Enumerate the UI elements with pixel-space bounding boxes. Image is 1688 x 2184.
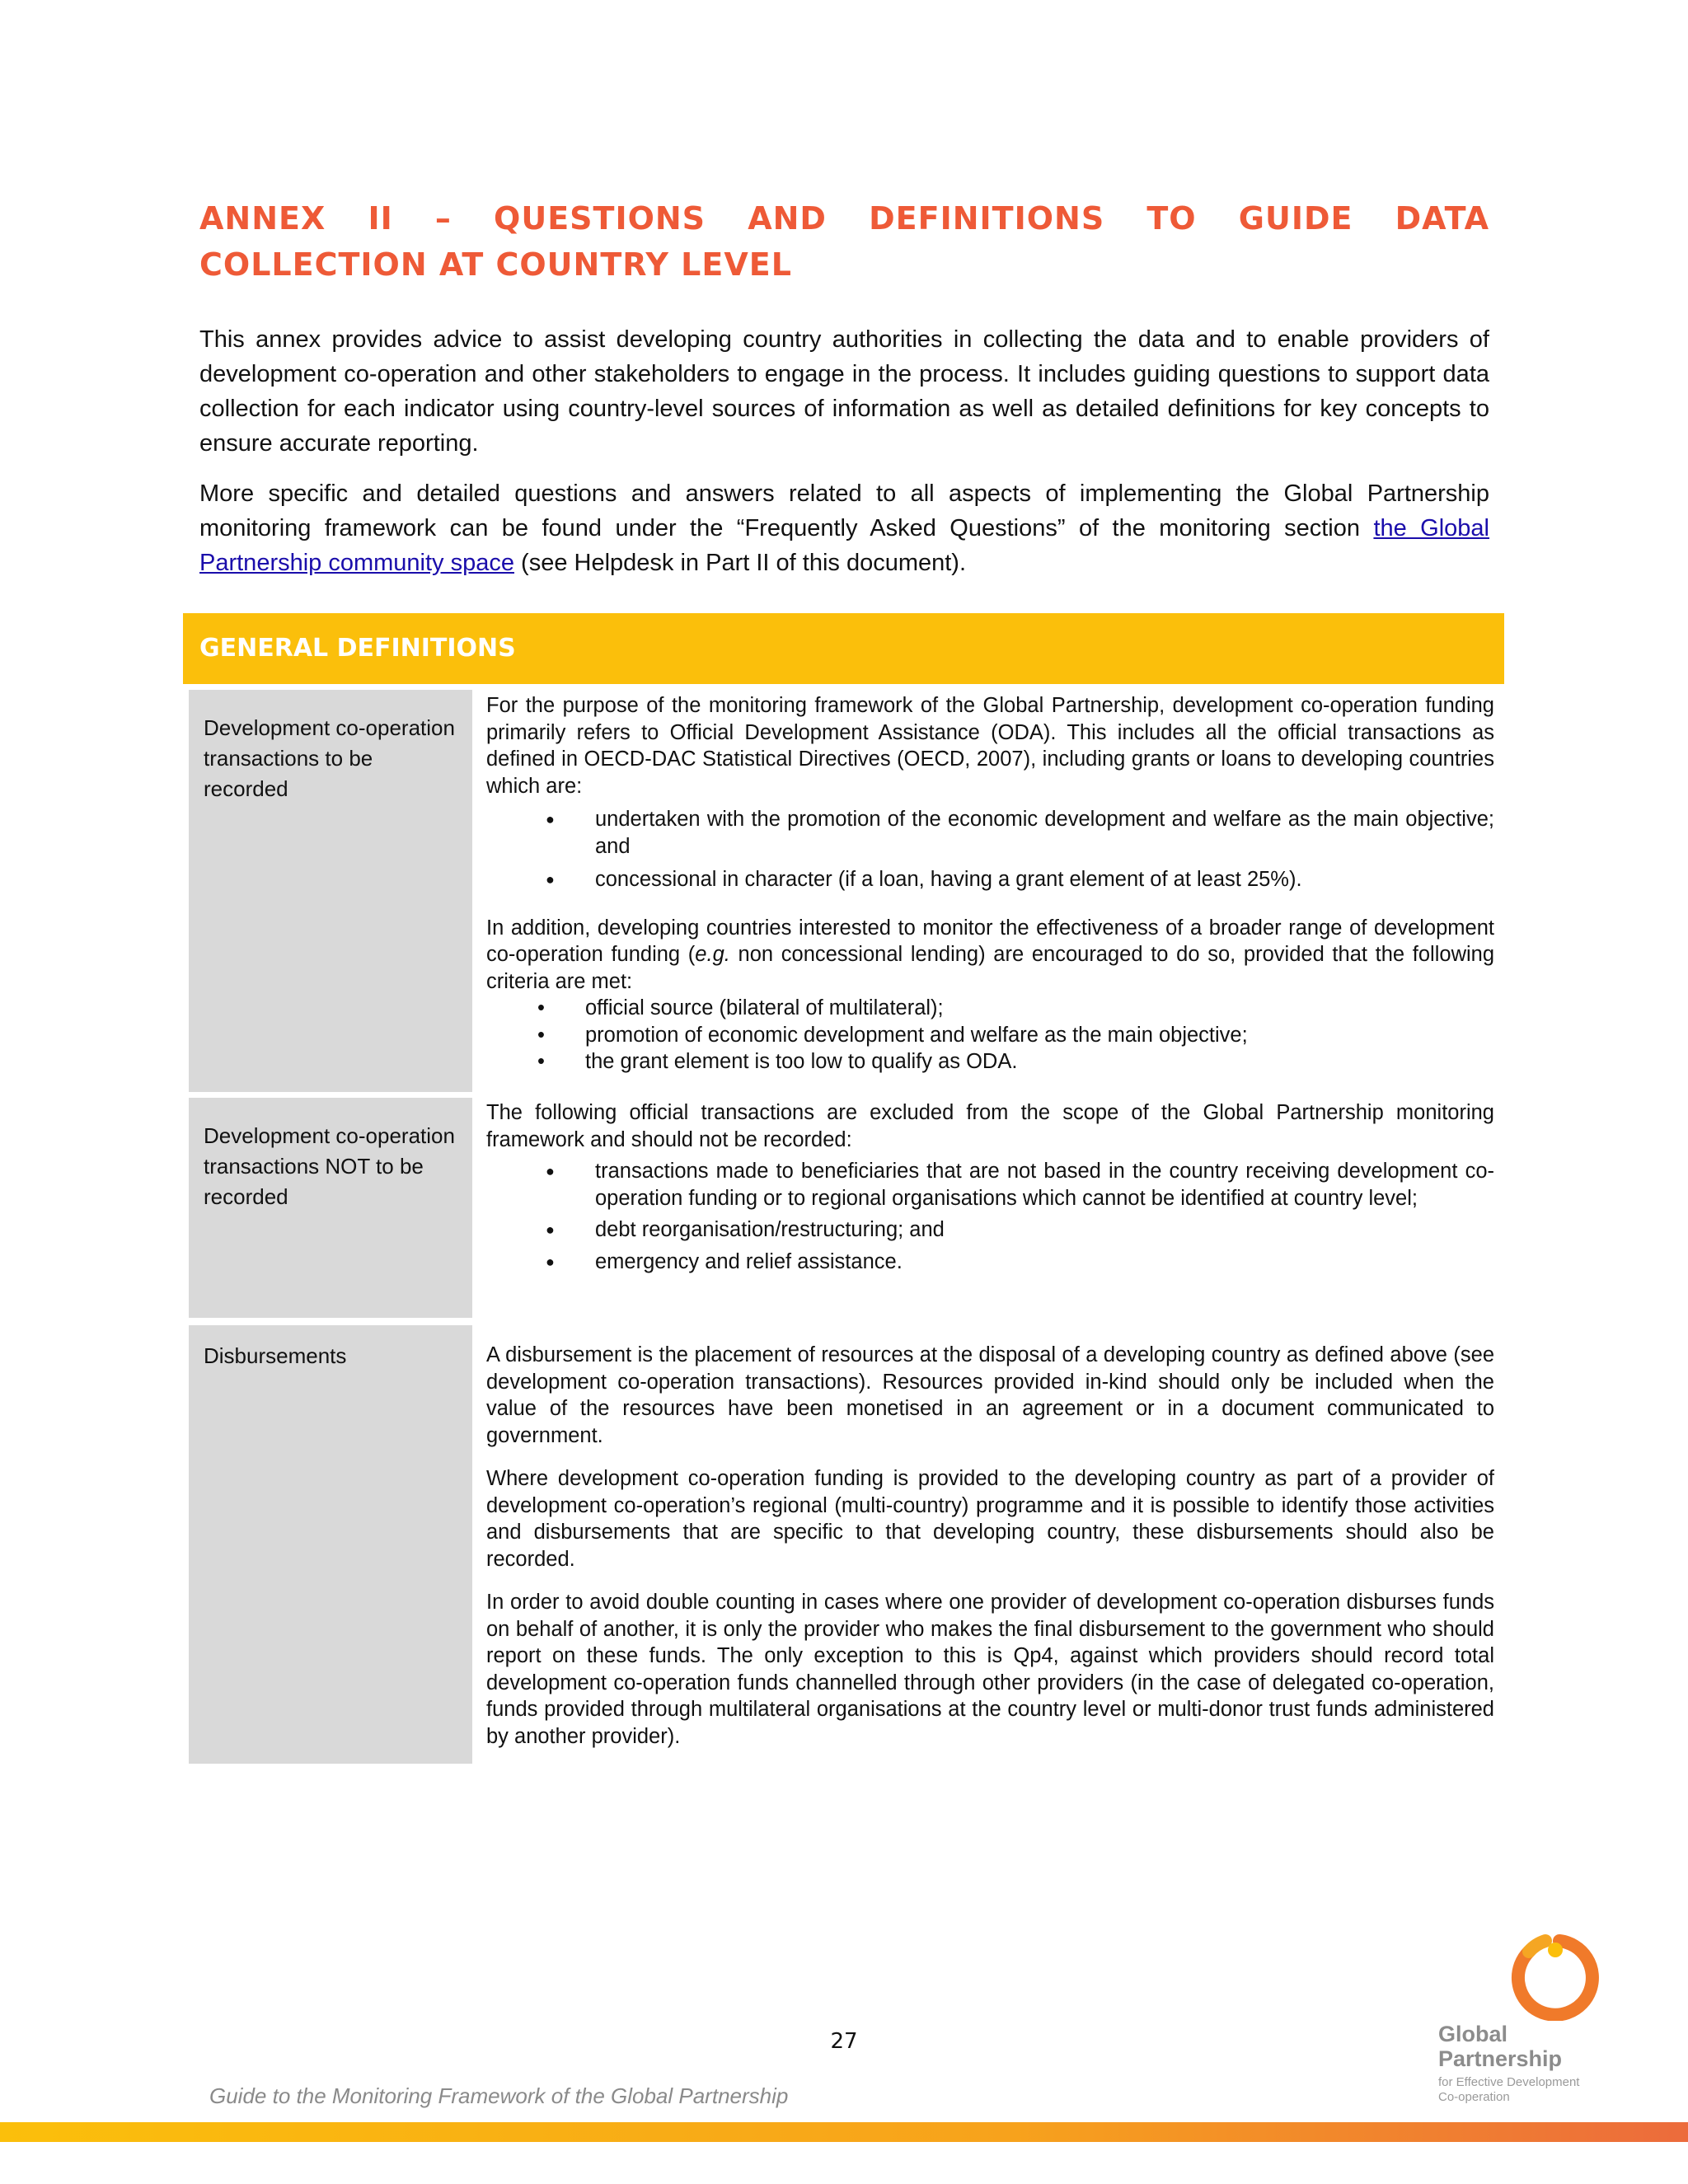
title-word: DEFINITIONS [869, 200, 1105, 237]
title-word: DATA [1395, 200, 1489, 237]
page-title [199, 195, 1489, 288]
intro-text: More specific and detailed questions and answers related to all aspects of implementing the Global Partnership monitoring framework can be found under the “Frequently Asked Questions” of the monitoring section [199, 480, 1489, 541]
list-item: ● debt reorganisation/restructuring; and [486, 1216, 1494, 1244]
definition-text [486, 915, 1494, 996]
logo-text-line: Partnership [1438, 2046, 1563, 2071]
text-emphasis: e.g. [695, 943, 730, 966]
definition-text: For the purpose of the monitoring framework of the Global Partnership, development co-operation funding primarily refers to Official Development Assistance (ODA). This includes all the official transactions as defined in OECD-DAC Statistical Directives (OECD, 2007), including grants or loans to developing countries which are: [486, 694, 1494, 798]
page-number: 27 [830, 2029, 858, 2054]
definition-term: Development co-operation transactions to be recorded [189, 690, 472, 1092]
title-word: II [368, 200, 393, 237]
title-word: QUESTIONS [494, 200, 706, 237]
definition-text: A disbursement is the placement of resources at the disposal of a developing country as defined above (see development co-operation transactions). Resources provided in-kind should only be included when the value of the resources have been monetised in an agreement or in a document communicated to government. [486, 1343, 1494, 1447]
definition-body [486, 692, 1494, 1076]
text-run: In addition, developing countries interested to monitor the effectiveness of a broader range of development co-operation funding ( [486, 916, 1494, 966]
list-item: ● transactions made to beneficiaries that are not based in the country receiving development co-operation funding or to regional organisations which cannot be identified at country level; [486, 1158, 1494, 1212]
intro-paragraph: This annex provides advice to assist developing country authorities in collecting the data and to enable providers of development co-operation and other stakeholders to engage in the process. It includes guiding questions to support data collection for each indicator using country-level sources of information as well as detailed definitions for key concepts to ensure accurate reporting. [199, 326, 1489, 457]
definition-body [486, 1342, 1494, 1750]
partnership-ring-icon [1496, 1929, 1603, 2021]
definition-text: In order to avoid double counting in cases where one provider of development co-operation disburses funds on behalf of another, it is only the provider who makes the final disbursement to the government who should report on these funds. The only exception to this is Qp4, against which providers should record total development co-operation funds channelled through other providers (in the case of delegated co-operation, funds provided through multilateral organisations at the country level or multi-donor trust funds administered by another provider). [486, 1591, 1494, 1748]
general-definitions-header: GENERAL DEFINITIONS [183, 613, 1504, 684]
list-item: ● emergency and relief assistance. [486, 1249, 1494, 1276]
title-line-1 [199, 195, 1489, 241]
logo-tagline: Co-operation [1438, 2090, 1510, 2104]
community-space-link[interactable]: the Global Partnership community space [199, 515, 1490, 576]
title-word: TO [1146, 200, 1197, 237]
text-run: non concessional lending) are encouraged to do so, provided that the following criteria are met: [486, 943, 1495, 993]
bullet-list [486, 1158, 1494, 1275]
title-word: ANNEX [199, 200, 326, 237]
global-partnership-logo [1438, 1929, 1628, 2110]
title-word: AND [748, 200, 827, 237]
definition-text: The following official transactions are excluded from the scope of the Global Partnership monitoring framework and should not be recorded: [486, 1101, 1494, 1151]
logo-text-line: Global [1438, 2022, 1508, 2046]
intro-text: (see Helpdesk in Part II of this document). [514, 550, 967, 576]
list-item: ● concessional in character (if a loan, having a grant element of at least 25%). [486, 866, 1494, 893]
list-item: • promotion of economic development and welfare as the main objective; [486, 1022, 1494, 1049]
title-line-2: COLLECTION AT COUNTRY LEVEL [199, 246, 792, 283]
bullet-list [486, 995, 1494, 1076]
bullet-list [486, 806, 1494, 893]
list-item: • official source (bilateral of multilateral); [486, 995, 1494, 1022]
definition-term: Disbursements [189, 1325, 472, 1764]
title-word: – [434, 200, 452, 237]
definition-text: Where development co-operation funding is provided to the developing country as part of a provider of development co-operation’s regional (multi-country) programme and it is possible to identify those activities and disbursements that are specific to that developing country, these disbursements should also be recorded. [486, 1467, 1494, 1571]
logo-tagline: for Effective Development [1438, 2075, 1580, 2089]
list-item: ● undertaken with the promotion of the economic development and welfare as the main objective; and [486, 806, 1494, 860]
definition-body [486, 1099, 1494, 1275]
list-item: • the grant element is too low to qualify as ODA. [486, 1048, 1494, 1076]
footer-document-title: Guide to the Monitoring Framework of the Global Partnership [209, 2083, 789, 2108]
footer-color-bar [0, 2122, 1688, 2142]
definition-term: Development co-operation transactions NOT to be recorded [189, 1098, 472, 1318]
intro-paragraph-faq [199, 476, 1489, 580]
title-word: GUIDE [1238, 200, 1353, 237]
